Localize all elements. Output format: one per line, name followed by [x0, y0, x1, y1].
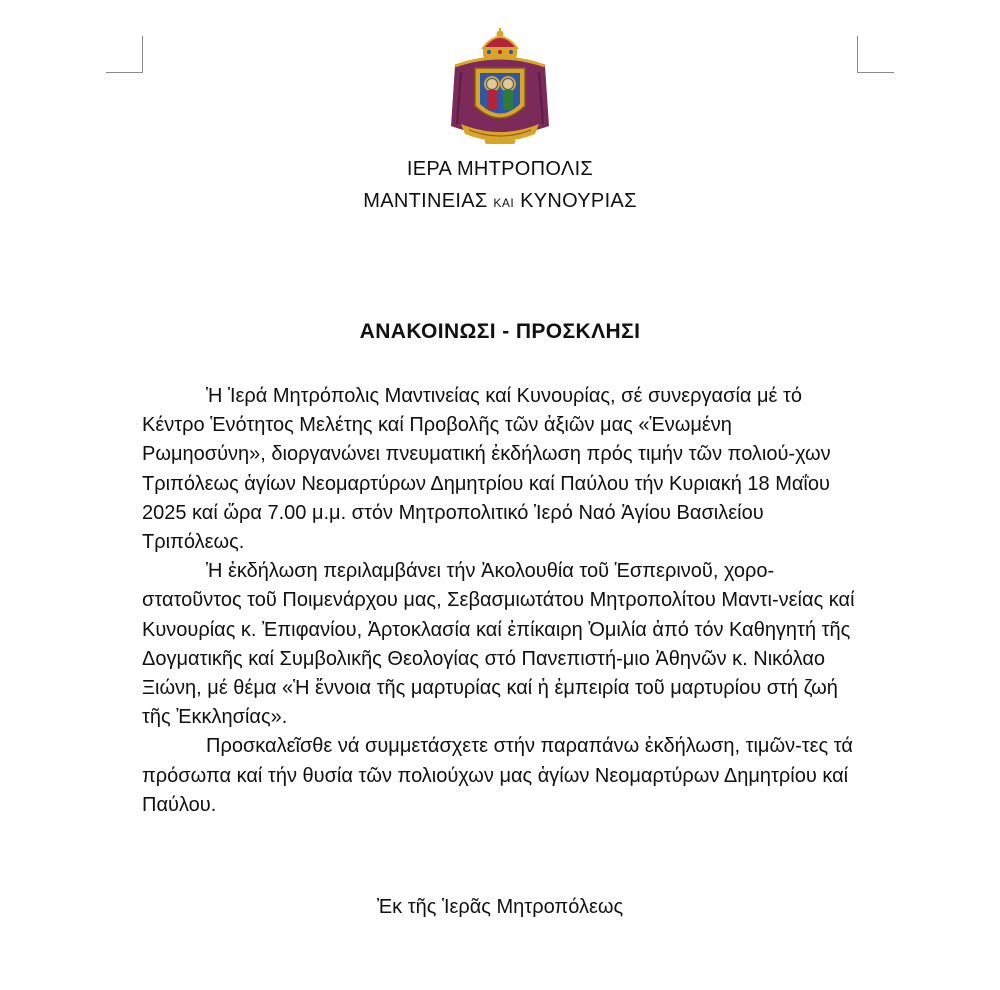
announcement-body [142, 382, 858, 820]
region-kynouria: ΚΥΝΟΥΡΙΑΣ [520, 190, 637, 212]
metropolis-region-line [0, 190, 1000, 213]
paragraph-event-program: Ἡ ἐκδήλωση περιλαμβάνει τήν Ἀκολουθία τοῦ Ἑσπερινοῦ, χορο-στατοῦντος τοῦ Ποιμενάρχου μας, Σεβασμιωτάτου Μητροπολίτου Μαντι-νείας καί Κυνουρίας κ. Ἐπιφανίου, Ἀρτοκλασία καί ἐπίκαιρη Ὁμιλία ἀπό τόν Καθηγητή τῆς Δογματικῆς καί Συμβολικῆς Θεολογίας στό Πανεπιστή-μιο Ἀθηνῶν κ. Νικόλαο Ξιώνη, μέ θέμα «Ἡ ἔννοια τῆς μαρτυρίας καί ἡ ἐμπειρία τοῦ μαρτυρίου στή ζωή τῆς Ἐκκλησίας». [142, 560, 855, 729]
document-title: ΑΝΑΚΟΙΝΩΣΙ - ΠΡΟΣΚΛΗΣΙ [359, 320, 641, 343]
page-corner-mark-right [857, 36, 894, 73]
metropolis-name-line: ΙΕΡΑ ΜΗΤΡΟΠΟΛΙΣ [406, 158, 594, 180]
page-corner-mark-left [106, 36, 143, 73]
paragraph-invitation-intro: Ἡ Ἱερά Μητρόπολις Μαντινείας καί Κυνουρίας, σέ συνεργασία μέ τό Κέντρο Ἑνότητος Μελέτης καί Προβολῆς τῶν ἀξιῶν μας «Ἑνωμένη Ρωμηοσύνη», διοργανώνει πνευματική ἐκδήλωση πρός τιμήν τῶν πολιού-χων Τριπόλεως ἁγίων Νεομαρτύρων Δημητρίου καί Παύλου τήν Κυριακή 18 Μαΐου 2025 καί ὥρα 7.00 μ.μ. στόν Μητροπολιτικό Ἱερό Ναό Ἁγίου Βασιλείου Τριπόλεως. [142, 385, 831, 554]
signoff: Ἐκ τῆς Ἱερᾶς Μητροπόλεως [376, 896, 624, 918]
metropolis-coat-of-arms-icon [447, 28, 553, 148]
paragraph-invitation-closing: Προσκαλεῖσθε νά συμμετάσχετε στήν παραπάνω ἐκδήλωση, τιμῶν-τες τά πρόσωπα καί τήν θυσία τῶν πολιούχων μας ἁγίων Νεομαρτύρων Δημητρίου καί Παύλου. [142, 735, 853, 816]
region-mantineia: ΜΑΝΤΙΝΕΙΑΣ [363, 190, 488, 212]
region-conjunction: ΚΑΙ [493, 196, 515, 210]
